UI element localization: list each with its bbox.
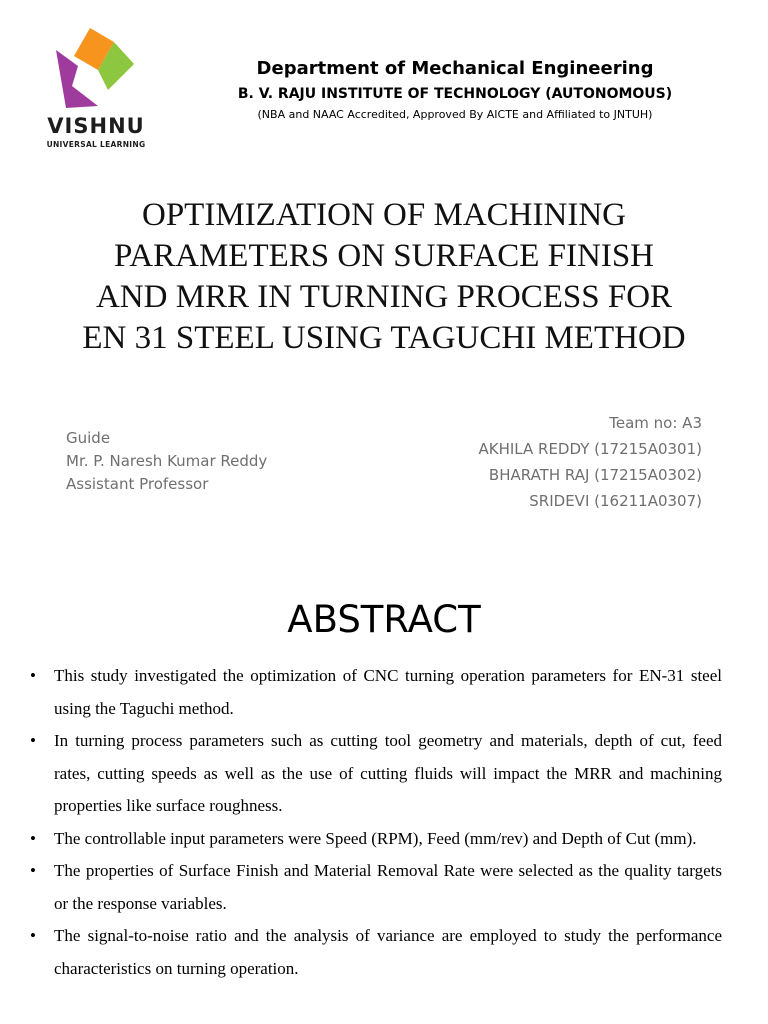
abstract-point-text: The properties of Surface Finish and Material Removal Rate were selected as the quality targets or the response variables. <box>54 861 722 913</box>
project-title-line: PARAMETERS ON SURFACE FINISH <box>113 238 655 274</box>
logo-mark-icon <box>36 24 156 116</box>
abstract-point-text: The signal-to-noise ratio and the analysis of variance are employed to study the performance characteristics on turning operation. <box>54 926 722 978</box>
team-member: SRIDEVI (16211A0307) <box>529 492 702 510</box>
team-member: BHARATH RAJ (17215A0302) <box>488 466 702 484</box>
accreditation-note: (NBA and NAAC Accredited, Approved By AICTE and Affiliated to JNTUH) <box>257 108 653 121</box>
team-block <box>479 410 703 514</box>
guide-block <box>66 427 267 496</box>
institute-name: B. V. RAJU INSTITUTE OF TECHNOLOGY (AUTONOMOUS) <box>237 86 673 102</box>
team-member: AKHILA REDDY (17215A0301) <box>478 440 702 458</box>
project-title-line: AND MRR IN TURNING PROCESS FOR <box>95 279 673 315</box>
vishnu-logo <box>36 24 156 152</box>
bullet-icon: • <box>30 828 36 848</box>
abstract-point-text: The controllable input parameters were Speed (RPM), Feed (mm/rev) and Depth of Cut (mm). <box>54 828 697 848</box>
bullet-icon: • <box>30 666 36 685</box>
abstract-point <box>30 660 722 725</box>
abstract-point <box>30 823 722 856</box>
department-name: Department of Mechanical Engineering <box>256 58 654 79</box>
bullet-icon: • <box>30 861 36 880</box>
project-title-line: OPTIMIZATION OF MACHINING <box>142 197 626 233</box>
abstract-point-text: In turning process parameters such as cutting tool geometry and materials, depth of cut, feed rates, cutting speeds as well as the use of cutting fluids will impact the MRR and machining properties like surface roughness. <box>54 731 722 815</box>
bullet-icon: • <box>30 731 36 750</box>
project-title <box>40 195 728 359</box>
abstract-heading: ABSTRACT <box>287 598 481 641</box>
abstract-point <box>30 920 722 985</box>
abstract-point-text: This study investigated the optimization of CNC turning operation parameters for EN-31 steel using the Taguchi method. <box>54 666 722 718</box>
project-title-line: EN 31 STEEL USING TAGUCHI METHOD <box>82 320 686 356</box>
abstract-point <box>30 855 722 920</box>
abstract-list <box>30 660 722 985</box>
logo-tagline: UNIVERSAL LEARNING <box>46 140 146 149</box>
guide-label: Guide <box>66 429 111 447</box>
logo-wordmark: VISHNU <box>47 114 145 138</box>
bullet-icon: • <box>30 926 36 945</box>
guide-name: Mr. P. Naresh Kumar Reddy <box>66 452 268 470</box>
guide-designation: Assistant Professor <box>66 475 209 493</box>
abstract-point <box>30 725 722 823</box>
team-number: Team no: A3 <box>609 414 702 432</box>
